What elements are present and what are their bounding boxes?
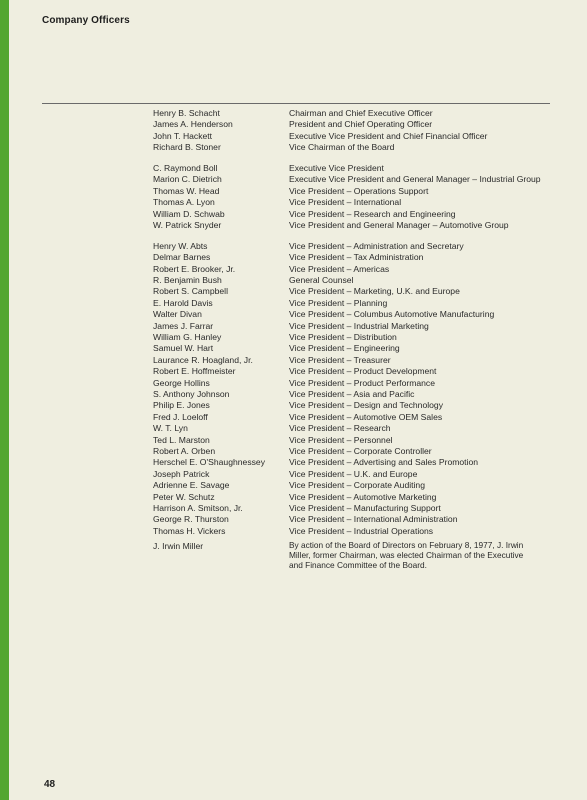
officer-name: Joseph Patrick [153,468,210,479]
note-text: By action of the Board of Directors on February 8, 1977, J. Irwin Miller, former Chairman, was elected Chairman of the Executive and Finance Committee of the Board. [289,540,524,570]
officer-row [0,480,587,491]
officer-name: Adrienne E. Savage [153,480,230,491]
officer-title: Executive Vice President [289,163,384,174]
officer-name: Peter W. Schutz [153,491,215,502]
officer-title: Vice President – Manufacturing Support [289,502,441,513]
officer-name: Richard B. Stoner [153,142,221,153]
officer-title: Vice President – Marketing, U.K. and Europe [289,286,460,297]
officer-row [0,514,587,525]
officer-title: Vice President – Treasurer [289,354,391,365]
officer-row [0,131,587,142]
officer-name: Thomas H. Vickers [153,525,226,536]
officer-row [0,492,587,503]
officer-row [0,174,587,185]
officer-title: Vice President – Automotive OEM Sales [289,411,443,422]
officer-name: R. Benjamin Bush [153,275,222,286]
officer-row [0,400,587,411]
officer-title: Vice President – Research [289,423,391,434]
officer-name: Herschel E. O'Shaughnessey [153,457,265,468]
officer-name: William G. Hanley [153,332,222,343]
officer-row [0,343,587,354]
officer-title: Vice President – Corporate Controller [289,445,432,456]
officer-name: W. Patrick Snyder [153,220,222,231]
officer-name: Thomas W. Head [153,185,220,196]
officer-row [0,503,587,514]
officer-title: Vice President – Product Performance [289,377,436,388]
officer-row [0,298,587,309]
officer-row [0,469,587,480]
officer-name: George R. Thurston [153,514,229,525]
officer-row [0,423,587,434]
officer-title: Vice President – Planning [289,297,388,308]
officer-name: Laurance R. Hoagland, Jr. [153,354,253,365]
officer-title: Vice President – Distribution [289,332,397,343]
officer-title: Vice President – Industrial Operations [289,525,434,536]
officer-title: Vice President – Personnel [289,434,393,445]
officer-title: Vice President – Columbus Automotive Manufacturing [289,309,495,320]
officer-name: James A. Henderson [153,119,233,130]
header-rule [42,103,550,104]
officer-title: General Counsel [289,275,354,286]
officer-name: Marion C. Dietrich [153,174,222,185]
officer-title: Vice President – International [289,197,402,208]
officer-title: Vice President – Asia and Pacific [289,388,415,399]
officer-title: Vice President and General Manager – Automotive Group [289,220,509,231]
officer-row [0,446,587,457]
officer-row [0,119,587,130]
officer-row [0,142,587,153]
officer-name: Delmar Barnes [153,252,211,263]
officer-row [0,197,587,208]
officer-title: Vice President – Operations Support [289,185,429,196]
officer-row [0,252,587,263]
officer-name: Thomas A. Lyon [153,197,215,208]
officer-name: S. Anthony Johnson [153,388,230,399]
officer-row [0,186,587,197]
officer-row [0,108,587,119]
officer-row [0,378,587,389]
officer-row [0,163,587,174]
officer-name: W. T. Lyn [153,423,188,434]
officer-row [0,355,587,366]
officer-name: James J. Farrar [153,320,214,331]
officer-row [0,457,587,468]
officer-row [0,366,587,377]
officer-title: Vice President – Corporate Auditing [289,480,425,491]
officer-name: E. Harold Davis [153,297,213,308]
officer-name: Henry W. Abts [153,240,208,251]
officer-title: Vice President – Engineering [289,343,400,354]
officer-name: Samuel W. Hart [153,343,214,354]
officer-title: Executive Vice President and Chief Financial Officer [289,130,488,141]
officer-title: Chairman and Chief Executive Officer [289,108,433,118]
officer-row [0,321,587,332]
officer-row [0,241,587,252]
officer-name: William D. Schwab [153,208,225,219]
officer-title: Vice President – Advertising and Sales Promotion [289,457,479,468]
officer-title: President and Chief Operating Officer [289,119,433,130]
officer-name: C. Raymond Boll [153,163,218,174]
officer-group [0,108,587,154]
officer-row [0,275,587,286]
officer-name: Robert E. Brooker, Jr. [153,263,236,274]
page-title: Company Officers [42,15,130,26]
officer-row [0,220,587,231]
officer-name: Harrison A. Smitson, Jr. [153,502,243,513]
officer-name: Robert E. Hoffmeister [153,366,236,377]
officer-title: Vice President – Research and Engineering [289,208,456,219]
officer-title: Vice Chairman of the Board [289,142,395,153]
officer-row [0,412,587,423]
officer-group [0,163,587,231]
note-name: J. Irwin Miller [153,541,204,551]
officer-row [0,264,587,275]
officer-title: Vice President – Product Development [289,366,437,377]
officer-name: Henry B. Schacht [153,108,220,118]
officer-title: Vice President – Automotive Marketing [289,491,437,502]
officer-title: Vice President – Industrial Marketing [289,320,429,331]
officer-row [0,286,587,297]
officer-name: Robert S. Campbell [153,286,228,297]
officer-name: Ted L. Marston [153,434,210,445]
officer-name: George Hollins [153,377,210,388]
officer-group [0,241,587,537]
officers-list [0,108,587,547]
officer-title: Executive Vice President and General Manager – Industrial Group [289,174,541,185]
officer-title: Vice President – U.K. and Europe [289,468,418,479]
officer-name: Robert A. Orben [153,445,216,456]
officer-title: Vice President – International Administration [289,514,458,525]
officer-row [0,332,587,343]
officer-name: Fred J. Loeloff [153,411,208,422]
officer-row [0,209,587,220]
officer-name: John T. Hackett [153,130,213,141]
page-number: 48 [44,779,56,790]
officer-name: Walter Divan [153,309,202,320]
officer-title: Vice President – Tax Administration [289,252,424,263]
officer-title: Vice President – Americas [289,263,390,274]
officer-title: Vice President – Administration and Secretary [289,240,464,251]
officer-title: Vice President – Design and Technology [289,400,443,411]
officer-row [0,389,587,400]
officer-row [0,309,587,320]
officer-row [0,526,587,537]
officer-name: Philip E. Jones [153,400,210,411]
officer-row [0,435,587,446]
